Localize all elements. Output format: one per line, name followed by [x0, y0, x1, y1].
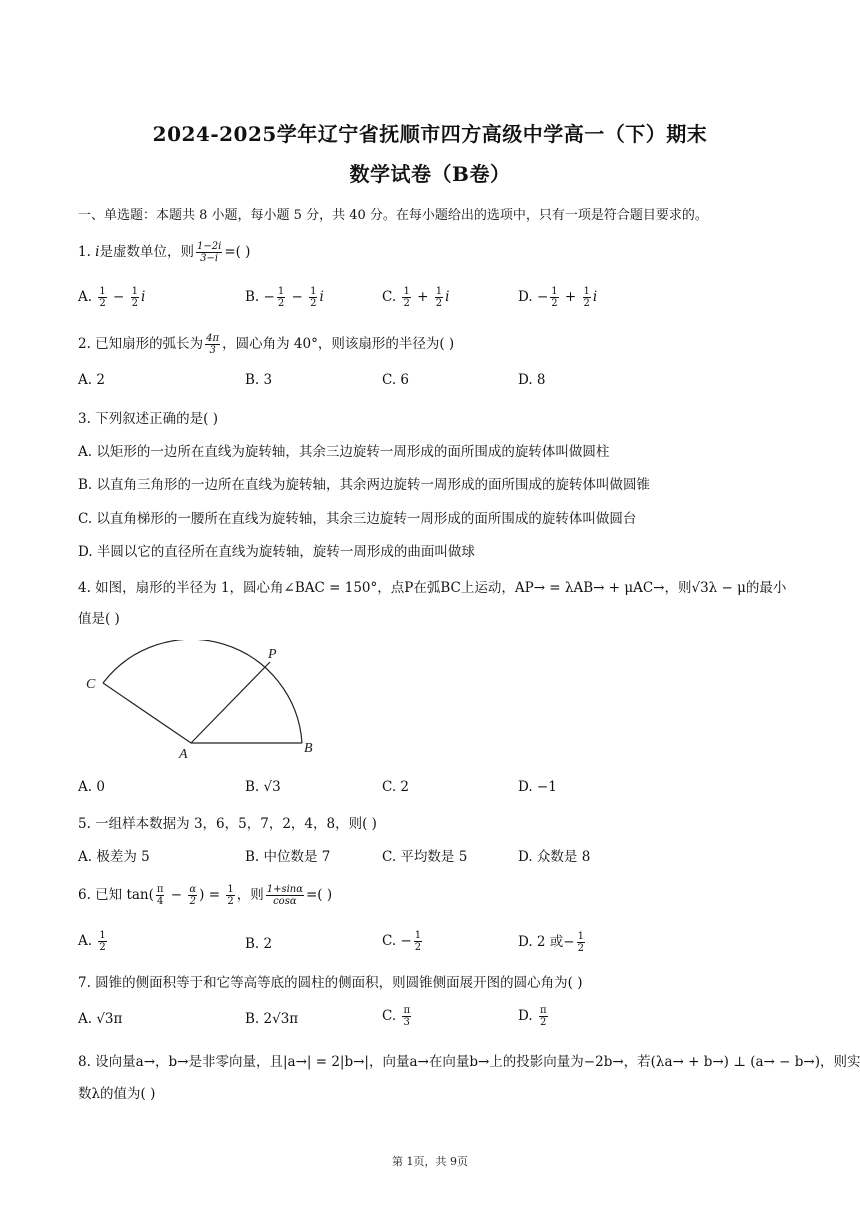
q6-a-frac: $\frac{1}{2}$	[99, 930, 106, 953]
question-8-line2: 数λ的值为( )	[78, 1086, 156, 1102]
q5-option-d[interactable]: D. 众数是 8	[518, 849, 591, 865]
q6-text-2: ，则	[236, 887, 264, 903]
q1-option-operator: −	[108, 289, 129, 305]
page-footer: 第 1页，共 9页	[392, 1155, 468, 1168]
q2-option-d[interactable]: D. 8	[518, 372, 546, 388]
q1-option-label: C.	[382, 289, 401, 305]
q7-option-c[interactable]	[382, 1005, 413, 1028]
q2-fraction: $\frac{4\pi}{3}$	[206, 333, 220, 356]
question-1	[78, 240, 250, 264]
q3-option-d[interactable]: D. 半圆以它的直径所在直线为旋转轴，旋转一周形成的曲面叫做球	[78, 544, 475, 560]
segment-ac	[103, 683, 191, 743]
q1-option-frac-1	[402, 286, 410, 309]
q4-option-b[interactable]: B. √3	[245, 779, 281, 795]
q6-paren: =( )	[305, 887, 333, 903]
question-5: 5. 一组样本数据为 3，6，5，7，2，4，8，则( )	[78, 816, 377, 832]
q1-number: 1.	[78, 244, 96, 260]
q1-option-frac-2-num: 1	[435, 286, 443, 297]
q6-d-frac: $\frac{1}{2}$	[577, 931, 584, 954]
label-c: C	[86, 677, 96, 692]
q2-option-c[interactable]: C. 6	[382, 372, 410, 388]
q1-option-frac-1-num: 1	[551, 286, 558, 297]
q1-option-frac-2-num: 1	[310, 286, 317, 297]
q1-option-frac-2	[309, 286, 317, 309]
question-4-line2: 值是( )	[78, 611, 120, 627]
q1-option-i: i	[592, 289, 598, 305]
q1-option-frac-1-num: 1	[99, 286, 106, 297]
q2-option-a[interactable]: A. 2	[78, 372, 105, 388]
q1-option-frac-2-den: 2	[435, 298, 443, 309]
q4-option-a[interactable]: A. 0	[78, 779, 105, 795]
question-3: 3. 下列叙述正确的是( )	[78, 411, 218, 427]
q1-option-frac-1-den: 2	[99, 298, 106, 309]
q6-c-frac: $\frac{1}{2}$	[414, 930, 422, 953]
q1-option-label: B.	[245, 289, 264, 305]
q1-option-frac-1-den: 2	[551, 298, 558, 309]
label-a: A	[179, 747, 188, 762]
q1-i: i	[95, 244, 100, 260]
q1-option-frac-1-den: 2	[277, 298, 285, 309]
q1-option-label: A.	[78, 289, 97, 305]
q1-option-operator: −	[287, 289, 308, 305]
question-8-line1: 8. 设向量a→，b→是非零向量，且|a→| = 2|b→|，向量a→在向量b→上的投影向量为−2b→，若(λa→ + b→) ⊥ (a→ − b→)，则实	[78, 1054, 860, 1070]
q1-option-frac-2-den: 2	[583, 298, 590, 309]
q6-text: 6. 已知 tan(	[78, 887, 154, 903]
q5-option-c[interactable]: C. 平均数是 5	[382, 849, 468, 865]
question-7: 7. 圆锥的侧面积等于和它等高等底的圆柱的侧面积，则圆锥侧面展开图的圆心角为( )	[78, 975, 583, 991]
q1-option-label: D.	[518, 289, 537, 305]
q6-c-label: C. −	[382, 933, 412, 949]
q6-frac-3: $\frac{1}{2}$	[227, 884, 234, 907]
q1-option-sign: −	[263, 289, 275, 305]
q7-d-label: D.	[518, 1008, 537, 1024]
q1-option-frac-1	[550, 286, 558, 309]
q6-d-label: D. 2 或−	[518, 934, 575, 950]
q1-option-frac-1-num: 1	[403, 286, 410, 297]
q6-equals: ) =	[199, 887, 225, 903]
q6-option-a[interactable]	[78, 930, 109, 953]
question-2	[78, 332, 454, 356]
q4-option-c[interactable]: C. 2	[382, 779, 410, 795]
page-subtitle: 数学试卷（B卷）	[349, 162, 511, 186]
q1-option-frac-2	[435, 286, 443, 309]
page-title: 2024-2025学年辽宁省抚顺市四方高级中学高一（下）期末	[152, 122, 708, 146]
q1-option-frac-1	[277, 286, 285, 309]
q1-fraction: $\frac{1-2i}{3-i}$	[197, 241, 222, 264]
q2-option-b[interactable]: B. 3	[245, 372, 273, 388]
q2-text: 2. 已知扇形的弧长为	[78, 336, 204, 352]
label-p: P	[268, 647, 277, 662]
q1-option-frac-2	[583, 286, 591, 309]
q1-option-frac-2-den: 2	[310, 298, 317, 309]
q1-option-frac-2-den: 2	[131, 298, 138, 309]
q1-option-frac-1-num: 1	[277, 286, 285, 297]
q1-option-frac-2-num: 1	[583, 286, 590, 297]
q6-minus: −	[166, 887, 187, 903]
q1-option-frac-1	[98, 286, 106, 309]
q7-option-a[interactable]: A. √3π	[78, 1011, 123, 1027]
q6-a-label: A.	[78, 933, 97, 949]
q3-option-b[interactable]: B. 以直角三角形的一边所在直线为旋转轴，其余两边旋转一周形成的面所围成的旋转体叫做圆锥	[78, 477, 651, 493]
q6-option-d[interactable]	[518, 930, 587, 954]
section-heading: 一、单选题：本题共 8 小题，每小题 5 分，共 40 分。在每小题给出的选项中，只有一项是符合题目要求的。	[78, 208, 708, 223]
q1-option-frac-2-num: 1	[131, 286, 138, 297]
q5-option-a[interactable]: A. 极差为 5	[78, 849, 150, 865]
q1-option-c[interactable]	[382, 286, 449, 309]
q6-frac-2: $\frac{\alpha}{2}$	[189, 884, 197, 907]
q1-option-i: i	[319, 289, 324, 305]
q1-option-i: i	[141, 289, 146, 305]
q1-option-frac-1-den: 2	[403, 298, 410, 309]
q6-option-c[interactable]	[382, 930, 424, 953]
q7-option-d[interactable]	[518, 1005, 550, 1028]
q5-option-b[interactable]: B. 中位数是 7	[245, 849, 331, 865]
q7-option-b[interactable]: B. 2√3π	[245, 1011, 299, 1027]
q1-option-operator: +	[560, 289, 581, 305]
q1-option-frac-2	[131, 286, 139, 309]
sector-figure	[78, 640, 338, 764]
segment-ap	[191, 662, 270, 743]
label-b: B	[304, 741, 313, 756]
q1-option-sign: −	[536, 289, 549, 305]
q4-option-d[interactable]: D. −1	[518, 779, 557, 795]
q1-option-i: i	[445, 289, 450, 305]
q7-c-frac: $\frac{\pi}{3}$	[403, 1005, 411, 1028]
q1-paren: =( )	[224, 244, 251, 260]
q1-option-a[interactable]	[78, 286, 145, 309]
question-4-line1: 4. 如图，扇形的半径为 1，圆心角∠BAC = 150°，点P在弧BC上运动，AP→ = λAB→ + μAC→，则√3λ − μ的最小	[78, 580, 787, 596]
q6-frac-1: $\frac{\pi}{4}$	[156, 884, 164, 907]
q3-option-a[interactable]: A. 以矩形的一边所在直线为旋转轴，其余三边旋转一周形成的面所围成的旋转体叫做圆柱	[78, 444, 610, 460]
q1-text: 是虚数单位，则	[99, 244, 194, 260]
q2-text-2: ，圆心角为 40°，则该扇形的半径为( )	[222, 336, 455, 352]
q7-c-label: C.	[382, 1008, 401, 1024]
q1-option-b[interactable]	[245, 286, 324, 309]
q3-option-c[interactable]: C. 以直角梯形的一腰所在直线为旋转轴，其余三边旋转一周形成的面所围成的旋转体叫做圆台	[78, 511, 637, 527]
q7-d-frac: $\frac{\pi}{2}$	[539, 1005, 547, 1028]
q6-frac-4: $\frac{1+\sin\alpha}{\cos\alpha}$	[266, 884, 303, 907]
q1-option-d[interactable]	[518, 286, 597, 309]
q6-option-b[interactable]: B. 2	[245, 936, 273, 952]
question-6	[78, 883, 332, 907]
q1-option-operator: +	[412, 289, 433, 305]
